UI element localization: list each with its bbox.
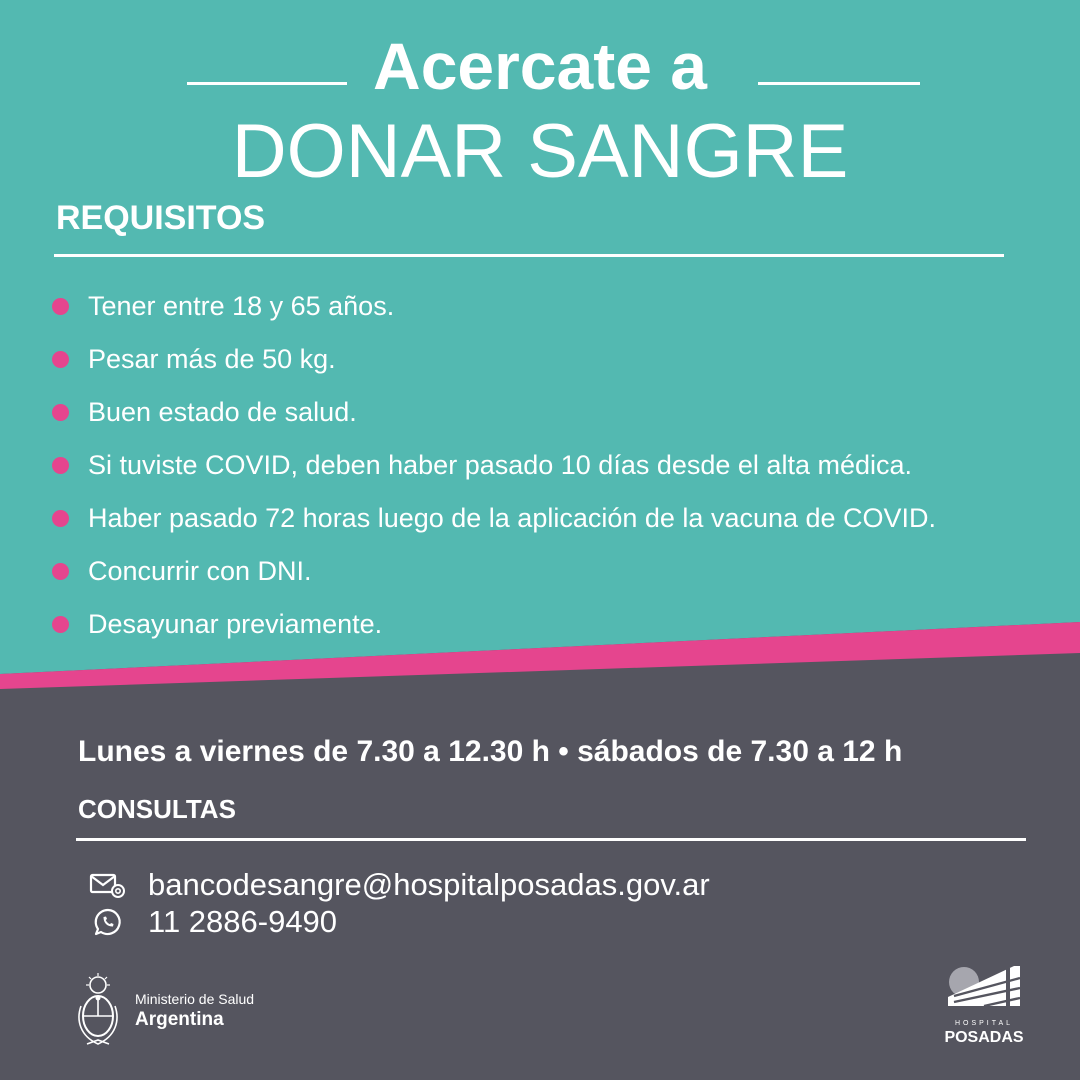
requirement-item [52,545,936,598]
requirement-text: Tener entre 18 y 65 años. [88,291,395,321]
requirement-item [52,492,936,545]
whatsapp-icon [88,906,128,938]
contact-divider [76,838,1026,841]
requirements-list [52,280,936,651]
requirement-item [52,386,936,439]
bullet-dot-icon [52,457,69,474]
hospital-building-icon [944,962,1024,1012]
argentina-coat-of-arms-icon [75,972,121,1050]
requirement-text: Haber pasado 72 horas luego de la aplicación de la vacuna de COVID. [88,503,937,533]
requirement-text: Si tuviste COVID, deben haber pasado 10 días desde el alta médica. [88,450,913,480]
contact-heading: CONSULTAS [78,794,236,824]
email-at-icon [88,869,128,901]
requirement-text: Pesar más de 50 kg. [88,344,336,374]
bullet-dot-icon [52,298,69,315]
ministry-logo [75,972,254,1050]
bullet-dot-icon [52,404,69,421]
ministry-line-2: Argentina [135,1009,224,1030]
bullet-dot-icon [52,616,69,633]
hospital-label: HOSPITAL [954,1020,1014,1027]
opening-hours: Lunes a viernes de 7.30 a 12.30 h • sábados de 7.30 a 12 h [78,735,903,768]
phone-link[interactable]: 11 2886-9490 [148,904,338,939]
email-link[interactable]: bancodesangre@hospitalposadas.gov.ar [148,867,710,902]
hospital-name: POSADAS [944,1029,1024,1046]
bullet-dot-icon [52,563,69,580]
requirement-text: Desayunar previamente. [88,609,383,639]
ministry-text [135,990,254,1032]
requirement-item [52,333,936,386]
requirement-item [52,280,936,333]
requirement-text: Concurrir con DNI. [88,556,312,586]
requirement-text: Buen estado de salud. [88,397,357,427]
requirement-item [52,598,936,651]
bullet-dot-icon [52,351,69,368]
ministry-line-1: Ministerio de Salud [135,991,255,1007]
contact-email-row [88,866,710,904]
requirement-item [52,439,936,492]
bullet-dot-icon [52,510,69,527]
requirements-heading: REQUISITOS [56,199,266,237]
requirements-divider [54,254,1004,257]
title-line-2: DONAR SANGRE [231,109,849,194]
hospital-posadas-logo [944,962,1024,1047]
title-line-1: Acercate a [373,29,707,103]
contact-phone-row [88,903,337,941]
